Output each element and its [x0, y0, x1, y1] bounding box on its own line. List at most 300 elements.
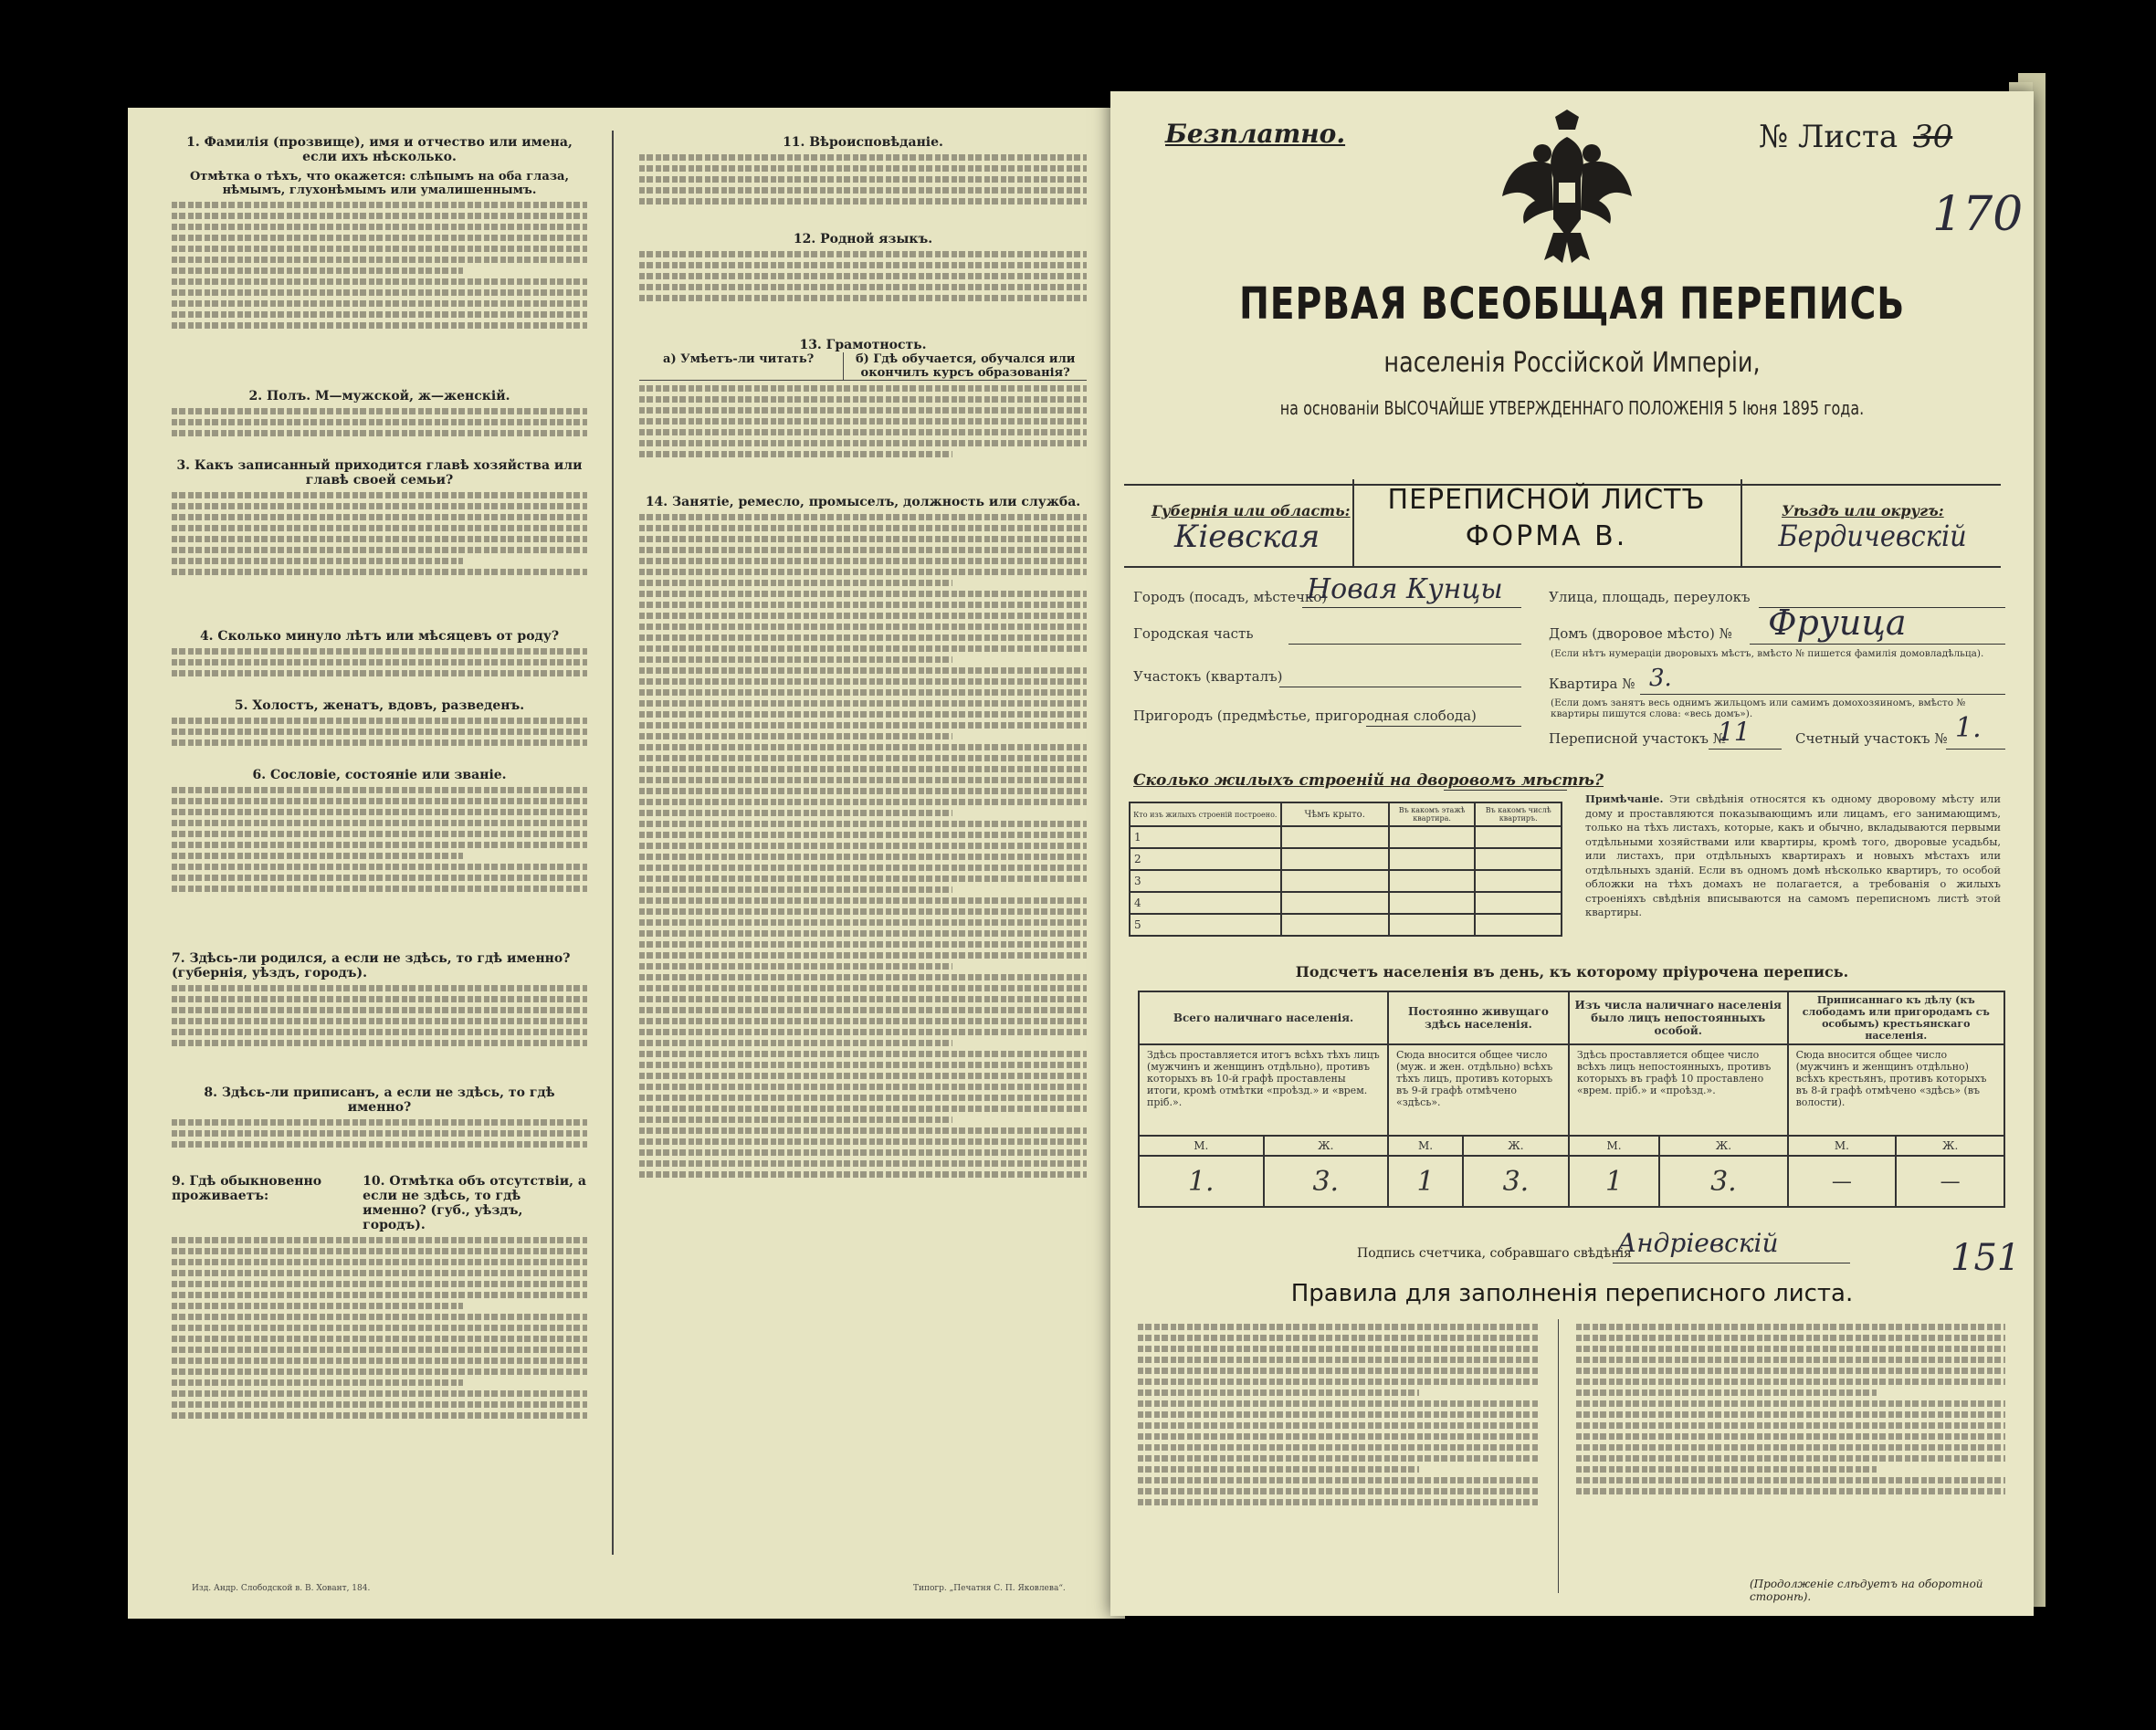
- text-line: [639, 974, 1087, 980]
- text-line: [172, 648, 587, 655]
- text-line: [172, 1358, 587, 1364]
- text-line: [639, 1160, 1087, 1167]
- text-line: [639, 284, 1087, 290]
- text-line: [1576, 1389, 1877, 1396]
- section-heading: 7. Здѣсь-ли родился, а если не здѣсь, то гдѣ именно? (губернія, уѣздъ, городъ).: [172, 951, 571, 980]
- section-heading: б) Гдѣ обучается, обучался или окончилъ курсъ образованія?: [843, 352, 1087, 380]
- text-line: [172, 224, 587, 230]
- text-line: [1138, 1422, 1540, 1429]
- text-line: [639, 722, 1087, 729]
- buildings-table: [1129, 802, 1562, 937]
- population-count-table: [1138, 991, 2005, 1208]
- text-line: [172, 1412, 587, 1419]
- city-district-label: Городская часть: [1133, 625, 1254, 642]
- text-line: [172, 1379, 463, 1386]
- body-text: [172, 1119, 587, 1174]
- census-district-value: 11: [1718, 717, 1751, 747]
- text-line: [1576, 1455, 2005, 1462]
- text-line: [1576, 1411, 2005, 1418]
- text-line: [172, 419, 587, 425]
- text-line: [639, 963, 952, 970]
- body-text: [172, 1237, 587, 1511]
- precinct-label: Участокъ (кварталъ): [1133, 668, 1283, 685]
- text-line: [639, 908, 1087, 915]
- text-line: [172, 569, 587, 575]
- text-line: [1576, 1335, 2005, 1341]
- text-line: [172, 875, 587, 881]
- text-line: [639, 832, 1087, 838]
- section-heading: 8. Здѣсь-ли приписанъ, а если не здѣсь, то гдѣ именно?: [204, 1085, 555, 1115]
- text-line: [172, 798, 587, 804]
- text-line: [639, 744, 1087, 750]
- text-line: [639, 996, 1087, 1002]
- text-line: [639, 854, 1087, 860]
- text-line: [639, 700, 1087, 707]
- printer-imprint: Изд. Андр. Слободской в. В. Ховант, 184.: [192, 1584, 371, 1593]
- form-subtitle: ФОРМА В.: [1465, 520, 1628, 552]
- text-line: [172, 408, 587, 414]
- sex-label: М.: [1569, 1136, 1659, 1156]
- text-line: [639, 1127, 1087, 1134]
- section-heading: 3. Какъ записанный приходится главѣ хозяйства или главѣ своей семьи?: [176, 458, 583, 488]
- text-line: [1576, 1379, 2005, 1385]
- section-heading: 12. Родной языкъ.: [793, 232, 933, 246]
- text-line: [1138, 1357, 1540, 1363]
- text-line: [639, 613, 1087, 619]
- text-line: [172, 503, 587, 509]
- text-line: [639, 1040, 952, 1046]
- sex-label: М.: [1139, 1136, 1264, 1156]
- text-line: [172, 257, 587, 263]
- text-line: [172, 1007, 587, 1013]
- text-line: [639, 591, 1087, 597]
- text-line: [639, 602, 1087, 608]
- count-note: Здѣсь проставляется общее число всѣхъ лицъ непостоянныхъ, противъ которыхъ въ графѣ 10 проставлено «врем. пріб.» и «проѣзд.».: [1569, 1044, 1788, 1136]
- text-line: [172, 267, 463, 274]
- table-header: Въ какомъ числѣ квартиръ.: [1475, 802, 1562, 826]
- text-line: [172, 670, 587, 676]
- text-line: [639, 396, 1087, 403]
- section-heading: а) Умѣетъ-ли читать?: [663, 352, 815, 366]
- column-divider: [1558, 1319, 1559, 1593]
- buildings-question: Сколько жилыхъ строеній на дворовомъ мѣстѣ?: [1133, 771, 1604, 790]
- text-line: [639, 1051, 1087, 1057]
- text-line: [639, 634, 1087, 641]
- text-line: [639, 1029, 1087, 1035]
- text-line: [639, 678, 1087, 685]
- table-row-number: 2: [1130, 848, 1281, 870]
- text-line: [172, 1292, 587, 1298]
- text-line: [639, 645, 1087, 652]
- text-line: [639, 777, 1087, 783]
- note-title: Примѣчаніе.: [1585, 792, 1664, 805]
- text-line: [1138, 1477, 1540, 1484]
- sheet-label: № Листа: [1759, 119, 1898, 155]
- count-value: 3.: [1659, 1156, 1787, 1207]
- text-line: [172, 831, 587, 837]
- text-line: [172, 536, 587, 542]
- text-line: [639, 1171, 1087, 1178]
- text-line: [1138, 1324, 1540, 1330]
- text-line: [172, 289, 587, 296]
- text-line: [639, 865, 1087, 871]
- count-value: 3.: [1264, 1156, 1389, 1207]
- side-number: 151: [1951, 1237, 2021, 1279]
- text-line: [639, 930, 1087, 937]
- note-text: Эти свѣдѣнія относятся къ одному дворовому мѣсту или дому и проставляются показывающимъ или лицамъ, его занимающимъ, только на тѣхъ листахъ, которые, какъ и обычно, вкладываются первыми отдѣльными хозяйствами или квартиры, кромѣ того, дворовые усадьбы, или листахъ, при отдѣльныхъ квартирахъ и новыхъ мѣстахъ или отдѣльныхъ зданій. Если въ одномъ домѣ нѣсколько квартиръ, то особой обложки на тѣхъ домахъ не полагается, а требованія о жилыхъ строеніяхъ свѣдѣнія вписываются на самомъ переписномъ листѣ этой квартиры.: [1585, 792, 2001, 918]
- section-heading: 5. Холостъ, женатъ, вдовъ, разведенъ.: [234, 698, 525, 713]
- body-text: [172, 648, 587, 698]
- text-line: [1138, 1455, 1540, 1462]
- text-line: [172, 1336, 587, 1342]
- house-label: Домъ (дворовое мѣсто) №: [1549, 625, 1732, 642]
- text-line: [172, 886, 587, 892]
- text-line: [172, 1347, 587, 1353]
- fill-line: [1366, 726, 1521, 727]
- text-line: [172, 1390, 587, 1397]
- text-line: [639, 1138, 1087, 1145]
- count-header: Постоянно живущаго здѣсь населенія.: [1388, 991, 1569, 1044]
- body-text: [172, 718, 587, 768]
- body-text: [639, 514, 1087, 1463]
- text-line: [172, 1119, 587, 1126]
- count-value: 3.: [1463, 1156, 1569, 1207]
- text-line: [1138, 1433, 1540, 1440]
- body-text: [172, 787, 587, 951]
- text-line: [172, 300, 587, 307]
- count-header: Всего наличнаго населенія.: [1139, 991, 1388, 1044]
- text-line: [639, 941, 1087, 948]
- fill-line: [1709, 749, 1782, 750]
- table-row-number: 5: [1130, 914, 1281, 936]
- text-line: [639, 1095, 1087, 1101]
- text-line: [172, 1040, 587, 1046]
- text-line: [1138, 1499, 1540, 1505]
- body-text: [172, 202, 587, 389]
- left-page: [128, 108, 1125, 1619]
- text-line: [172, 1281, 587, 1287]
- text-line: [172, 853, 463, 859]
- text-line: [172, 864, 587, 870]
- text-line: [639, 689, 1087, 696]
- table-row-number: 3: [1130, 870, 1281, 892]
- text-line: [1138, 1444, 1540, 1451]
- text-line: [1576, 1444, 2005, 1451]
- handwritten-sheet-number: 170: [1932, 187, 2024, 242]
- text-line: [172, 213, 587, 219]
- text-line: [172, 547, 587, 553]
- text-line: [1576, 1466, 1877, 1473]
- sex-label: Ж.: [1659, 1136, 1787, 1156]
- fill-line: [1750, 644, 2005, 645]
- text-line: [639, 1084, 1087, 1090]
- text-line: [639, 547, 1087, 553]
- section-heading: 1. Фамилія (прозвище), имя и отчество или имена, если ихъ нѣсколько.: [186, 135, 573, 164]
- text-line: [639, 273, 1087, 279]
- counting-district-label: Счетный участокъ №: [1795, 730, 1948, 747]
- text-line: [172, 787, 587, 793]
- text-line: [172, 1029, 587, 1035]
- fill-line: [1946, 749, 2005, 750]
- text-line: [639, 262, 1087, 268]
- text-line: [172, 739, 587, 746]
- text-line: [639, 1117, 952, 1123]
- text-line: [172, 1018, 587, 1024]
- text-line: [172, 1141, 587, 1148]
- text-line: [172, 430, 587, 436]
- text-line: [1138, 1488, 1540, 1494]
- text-line: [639, 440, 1087, 446]
- section-heading: 10. Отмѣтка объ отсутствіи, а если не здѣсь, то гдѣ именно? (губ., уѣздъ, городъ).: [363, 1174, 586, 1232]
- sex-label: Ж.: [1896, 1136, 2004, 1156]
- count-value: —: [1896, 1156, 2004, 1207]
- rules-title: Правила для заполненія переписного листа.: [1290, 1280, 1854, 1307]
- text-line: [172, 1270, 587, 1276]
- text-line: [639, 952, 1087, 959]
- text-line: [172, 1325, 587, 1331]
- sheet-number-label: [1759, 119, 1952, 155]
- fill-line: [1288, 644, 1521, 645]
- table-header: Въ какомъ этажѣ квартира.: [1389, 802, 1476, 826]
- buildings-note: [1585, 792, 2001, 920]
- text-line: [172, 659, 587, 666]
- house-value: Фруица: [1768, 603, 1907, 643]
- body-text: [639, 385, 1087, 495]
- text-line: [639, 733, 952, 739]
- rule: [1124, 566, 2001, 568]
- text-line: [1138, 1466, 1419, 1473]
- text-line: [639, 667, 1087, 674]
- imperial-eagle-emblem: [1499, 110, 1635, 265]
- text-line: [639, 1106, 1087, 1112]
- page-title: ПЕРВАЯ ВСЕОБЩАЯ ПЕРЕПИСЬ: [1238, 278, 1906, 330]
- apartment-note: (Если домъ занятъ весь однимъ жильцомъ или самимъ домохозяиномъ, вмѣсто № квартиры пишутся слова: «весь домъ»).: [1551, 697, 1966, 719]
- fill-line: [1640, 694, 2005, 695]
- text-line: [172, 322, 587, 329]
- rule: [1741, 479, 1742, 566]
- text-line: [639, 198, 1087, 204]
- table-row-number: 1: [1130, 826, 1281, 848]
- table-header: Кто изъ жилыхъ строеній построено.: [1130, 802, 1281, 826]
- city-value: Новая Кунцы: [1307, 573, 1503, 605]
- right-page: [1110, 91, 2034, 1616]
- text-line: [639, 886, 952, 893]
- text-line: [639, 1149, 1087, 1156]
- free-label: Безплатно.: [1165, 119, 1346, 149]
- sex-label: Ж.: [1463, 1136, 1569, 1156]
- text-line: [172, 514, 587, 520]
- text-line: [639, 385, 1087, 392]
- section-heading: Отмѣтка о тѣхъ, что окажется: слѣпымъ на оба глаза, нѣмымъ, глухонѣмымъ или умалишеннымъ.: [189, 170, 570, 197]
- text-line: [172, 311, 587, 318]
- count-note: Здѣсь проставляется итогъ всѣхъ тѣхъ лицъ (мужчинъ и женщинъ отдѣльно), противъ которыхъ въ 10-й графѣ проставлены итоги, кромѣ отмѣтки «проѣзд.» и «врем. пріб.».: [1139, 1044, 1388, 1136]
- text-line: [172, 558, 463, 564]
- text-line: [639, 525, 1087, 531]
- text-line: [172, 1130, 587, 1137]
- text-line: [172, 235, 587, 241]
- section-heading: 4. Сколько минуло лѣтъ или мѣсяцевъ от роду?: [199, 629, 560, 644]
- count-header: Изъ числа наличнаго населенія было лицъ непостоянныхъ особой.: [1569, 991, 1788, 1044]
- body-text: [172, 408, 587, 458]
- text-line: [639, 295, 1087, 301]
- section-heading: 13. Грамотность.: [799, 338, 927, 352]
- text-line: [639, 624, 1087, 630]
- left-column-1: [172, 135, 587, 1564]
- text-line: [639, 1062, 1087, 1068]
- text-line: [1138, 1411, 1540, 1418]
- apartment-value: 3.: [1649, 665, 1672, 692]
- section-heading: 11. Вѣроисповѣданіе.: [783, 135, 943, 150]
- text-line: [639, 569, 1087, 575]
- count-value: 1.: [1139, 1156, 1264, 1207]
- city-label: Городъ (посадъ, мѣстечко): [1133, 589, 1328, 605]
- count-note: Сюда вносится общее число (мужчинъ и женщинъ отдѣльно) всѣхъ крестьянъ, противъ которыхъ въ 8-й графѣ отмѣчено «здѣсь» (въ волости).: [1788, 1044, 2004, 1136]
- text-line: [639, 788, 1087, 794]
- text-line: [639, 810, 952, 816]
- text-line: [172, 820, 587, 826]
- text-line: [639, 985, 1087, 991]
- text-line: [172, 246, 587, 252]
- text-line: [639, 187, 1087, 194]
- sheet-number: 30: [1912, 119, 1953, 155]
- text-line: [172, 729, 587, 735]
- uezd-value: Бердичевскій: [1778, 519, 1967, 553]
- text-line: [639, 429, 1087, 435]
- text-line: [639, 1018, 1087, 1024]
- uezd-label: Уѣздъ или округъ:: [1782, 502, 1944, 519]
- form-title: ПЕРЕПИСНОЙ ЛИСТЪ: [1387, 484, 1706, 516]
- gubernia-label: Губернія или область:: [1152, 502, 1351, 519]
- text-line: [639, 897, 1087, 904]
- text-line: [172, 492, 587, 498]
- text-line: [639, 766, 1087, 772]
- text-line: [172, 202, 587, 208]
- rules-text: [1138, 1319, 1540, 1593]
- text-line: [172, 525, 587, 531]
- text-line: [1138, 1379, 1540, 1385]
- signature-label: Подпись счетчика, собравшаго свѣдѣнія: [1357, 1246, 1632, 1261]
- text-line: [639, 558, 1087, 564]
- basis-line: на основаніи ВЫСОЧАЙШЕ УТВЕРЖДЕННАГО ПОЛОЖЕНІЯ 5 Іюня 1895 года.: [1279, 397, 1865, 419]
- count-value: 1: [1388, 1156, 1463, 1207]
- section-heading: 2. Полъ. М—мужской, ж—женскій.: [248, 389, 510, 404]
- count-value: 1: [1569, 1156, 1659, 1207]
- count-value: —: [1788, 1156, 1897, 1207]
- section-heading: 14. Занятіе, ремесло, промыселъ, должность или служба.: [645, 495, 1081, 509]
- text-line: [1138, 1368, 1540, 1374]
- text-line: [172, 985, 587, 991]
- street-label: Улица, площадь, переулокъ: [1549, 589, 1751, 605]
- text-line: [1576, 1400, 2005, 1407]
- count-note: Сюда вносится общее число (муж. и жен. отдѣльно) всѣхъ тѣхъ лицъ, противъ которыхъ въ 9-й графѣ отмѣчено «здѣсь».: [1388, 1044, 1569, 1136]
- column-divider: [612, 131, 614, 1555]
- apartment-label: Квартира №: [1549, 676, 1635, 692]
- counting-district-value: 1.: [1955, 712, 1982, 744]
- text-line: [639, 418, 1087, 425]
- text-line: [639, 451, 952, 457]
- text-line: [639, 154, 1087, 161]
- left-column-2: [639, 135, 1087, 1564]
- sex-label: Ж.: [1264, 1136, 1389, 1156]
- fill-line: [1302, 607, 1521, 608]
- text-line: [639, 1007, 1087, 1013]
- text-line: [639, 711, 1087, 718]
- count-title: Подсчетъ населенія въ день, къ которому пріурочена перепись.: [1295, 963, 1849, 980]
- text-line: [172, 842, 587, 848]
- text-line: [639, 755, 1087, 761]
- text-line: [639, 799, 1087, 805]
- text-line: [1576, 1324, 2005, 1330]
- text-line: [1576, 1477, 2005, 1484]
- text-line: [639, 251, 1087, 257]
- fill-line: [1444, 790, 1567, 791]
- text-line: [172, 278, 587, 285]
- text-line: [639, 165, 1087, 172]
- text-line: [172, 1259, 587, 1265]
- census-district-label: Переписной участокъ №: [1549, 730, 1726, 747]
- text-line: [172, 1401, 587, 1408]
- text-line: [639, 1073, 1087, 1079]
- section-heading: 9. Гдѣ обыкновенно проживаетъ:: [172, 1174, 322, 1203]
- text-line: [1576, 1433, 2005, 1440]
- text-line: [172, 996, 587, 1002]
- text-line: [1576, 1346, 2005, 1352]
- section-heading: 6. Сословіе, состояніе или званіе.: [252, 768, 507, 782]
- text-line: [639, 919, 1087, 926]
- text-line: [1576, 1422, 2005, 1429]
- text-line: [172, 1237, 587, 1243]
- printer-imprint: Типогр. „Печатня С. П. Яковлева“.: [913, 1584, 1066, 1593]
- count-header: Приписаннаго къ дѣлу (къ слободамъ или пригородамъ съ особымъ) крестьянскаго населенія.: [1788, 991, 2004, 1044]
- text-line: [639, 176, 1087, 183]
- page-subtitle: населенія Россійской Имперіи,: [1383, 347, 1761, 379]
- text-line: [1138, 1389, 1419, 1396]
- body-text: [639, 154, 1087, 232]
- sex-label: М.: [1388, 1136, 1463, 1156]
- table-row-number: 4: [1130, 892, 1281, 914]
- text-line: [639, 580, 952, 586]
- text-line: [639, 656, 952, 663]
- text-line: [172, 1303, 463, 1309]
- sex-label: М.: [1788, 1136, 1897, 1156]
- text-line: [172, 1248, 587, 1254]
- text-line: [1576, 1488, 2005, 1494]
- signature-value: Андріевскій: [1617, 1228, 1779, 1258]
- text-line: [639, 407, 1087, 414]
- body-text: [172, 492, 587, 629]
- text-line: [1576, 1368, 2005, 1374]
- text-line: [172, 809, 587, 815]
- body-text: [639, 251, 1087, 338]
- text-line: [1138, 1335, 1540, 1341]
- text-line: [639, 821, 1087, 827]
- text-line: [639, 514, 1087, 520]
- text-line: [639, 875, 1087, 882]
- rules-text: [1576, 1319, 2005, 1575]
- text-line: [172, 1314, 587, 1320]
- text-line: [639, 536, 1087, 542]
- text-line: [1576, 1357, 2005, 1363]
- text-line: [172, 718, 587, 724]
- body-text: [172, 985, 587, 1085]
- text-line: [1138, 1400, 1540, 1407]
- text-line: [1138, 1346, 1540, 1352]
- text-line: [639, 843, 1087, 849]
- text-line: [172, 1368, 587, 1375]
- continued-note: (Продолженіе слѣдуетъ на оборотной сторонѣ).: [1750, 1578, 1983, 1603]
- suburb-label: Пригородъ (предмѣстье, пригородная слобода): [1133, 708, 1477, 724]
- house-note: (Если нѣтъ нумераціи дворовыхъ мѣстъ, вмѣсто № пишется фамилія домовладѣльца).: [1551, 648, 1984, 659]
